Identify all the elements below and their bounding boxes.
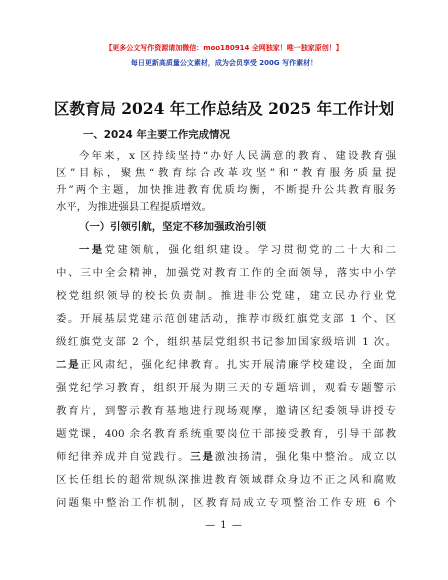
p1-line-1 [79, 243, 396, 257]
p3-lead: 三是 [190, 451, 215, 463]
promo-banner-line-1: 【更多公文写作资源请加微信：moo180914 全网独家！唯一独家原创！】 [105, 44, 343, 52]
p1-line-2: 中、三中全会精神，加强党对教育工作的全面领导，落实中小学 [56, 267, 396, 279]
intro-line-3: 升”两个主题，加快推进教育优质均衡，不断提升公共教育服务 [56, 184, 396, 196]
page-number: — 1 — [205, 520, 243, 531]
p2-line-5-text: 师纪律养成并自觉践行。 [56, 451, 191, 463]
intro-line-4: 水平，为推进强县工程提质增效。 [56, 201, 212, 213]
document-title: 区教育局 2024 年工作总结及 2025 年工作计划 [53, 99, 395, 118]
p3-line-1-text: 激浊扬清，强化集中整治。成立以 [214, 451, 396, 463]
section-heading-1: 一、2024 年主要工作完成情况 [83, 129, 230, 141]
p3-line-2: 区长任组长的超常规纵深推进教育领域群众身边不正之风和腐败 [56, 474, 396, 486]
p2-line-1-text: 正风肃纪，强化纪律教育。扎实开展清廉学校建设，全面加 [80, 359, 396, 371]
p2-line-3: 教育片，到警示教育基地进行现场观摩，邀请区纪委领导讲授专 [56, 405, 396, 417]
promo-banner-line-2: 每日更新高质量公文素材，成为会员享受 200G 写作素材！ [130, 59, 318, 67]
p2-line-5 [56, 450, 396, 464]
subsection-heading-1: （一）引领引航，坚定不移加强政治引领 [79, 221, 267, 233]
p2-line-2: 强党纪学习教育，组织开展为期三天的专题培训，观看专题警示 [56, 382, 396, 394]
p1-line-3: 校党组织领导的校长负责制。推进非公党建，建立民办行业党 [56, 290, 396, 302]
p1-line-4: 委。开展基层党建示范创建活动，推荐市级红旗党支部 1 个、区 [56, 313, 396, 325]
p2-lead: 二是 [56, 359, 81, 371]
p1-line-1-text: 党建领航，强化组织建设。学习贯彻党的二十大和二 [104, 244, 396, 256]
p1-lead: 一是 [79, 244, 105, 256]
intro-line-2: 区”目标，聚焦“教育综合改革攻坚”和“教育服务质量提 [56, 167, 396, 179]
intro-line-1: 今年来，x 区持续坚持“办好人民满意的教育、建设教育强 [79, 150, 396, 162]
p1-line-5: 级红旗党支部 2 个，组织基层党组织书记参加国家级培训 1 次。 [56, 336, 396, 348]
p2-line-1 [56, 358, 396, 372]
p2-line-4: 题党课，400 余名教育系统重要岗位干部接受教育，引导干部教 [56, 428, 396, 440]
p3-line-3: 问题集中整治工作机制，区教育局成立专项整治工作专班 6 个 [56, 497, 396, 509]
